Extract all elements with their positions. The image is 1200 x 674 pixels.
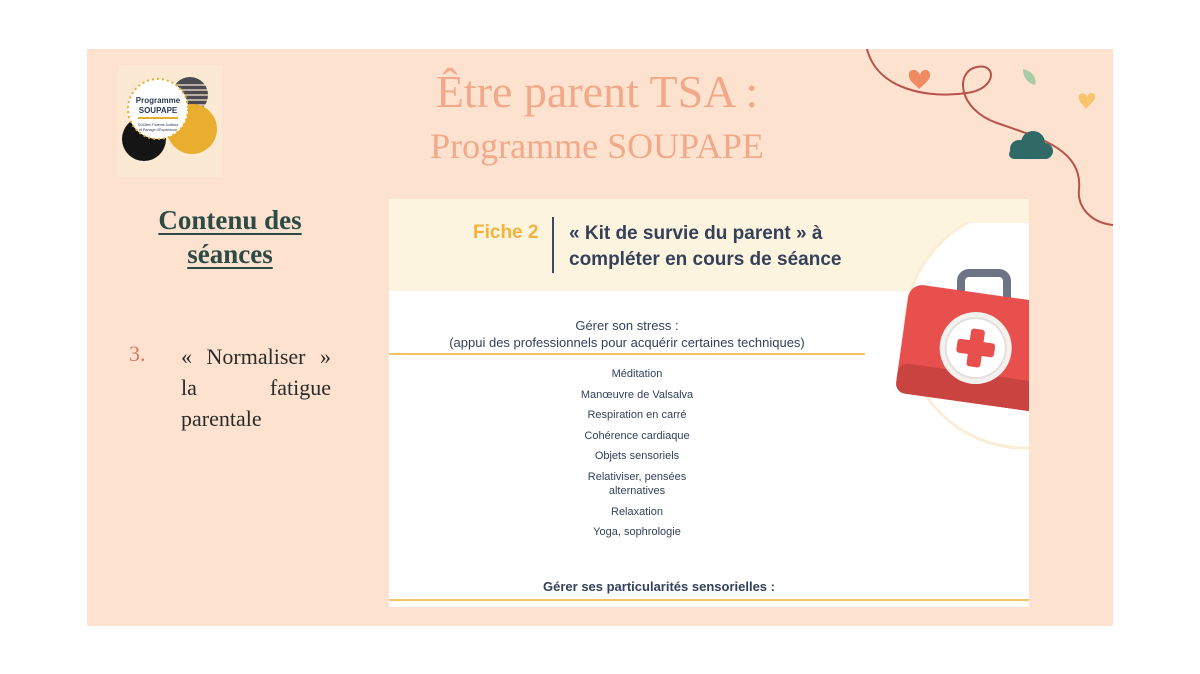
section-heading: Contenu des séances [158, 205, 302, 269]
fiche-title: « Kit de survie du parent » à compléter en cours de séance [569, 223, 842, 270]
soupape-logo [118, 65, 222, 177]
first-aid-kit-icon [865, 223, 1029, 463]
list-item-text: « Normaliser » la fatigue parentale [181, 344, 331, 431]
logo-tagline-1: SOUtien Parents Autistes [137, 123, 179, 127]
logo-tagline-2: et Partage d'Expérience [138, 128, 178, 132]
logo-line-2: SOUPAPE [138, 106, 178, 115]
stress-heading [389, 317, 865, 351]
divider-line [389, 599, 1029, 601]
fiche-divider [552, 217, 554, 273]
list-item: Yoga, sophrologie [593, 526, 681, 539]
heart-icon [909, 70, 930, 89]
logo-line-1: Programme [135, 96, 181, 105]
sensory-heading: Gérer ses particularités sensorielles : [543, 579, 775, 594]
stress-heading-title: Gérer son stress : [575, 318, 679, 333]
list-number: 3. [129, 341, 146, 366]
heart-icon [1079, 93, 1095, 109]
stress-heading-subtitle: (appui des professionnels pour acquérir certaines techniques) [449, 335, 805, 350]
list-item: Cohérence cardiaque [584, 429, 690, 442]
list-item: Relaxation [611, 505, 663, 518]
fiche-card [389, 199, 1029, 607]
list-item: Objets sensoriels [594, 450, 680, 463]
leaf-icon [1023, 69, 1036, 85]
divider-line [389, 353, 865, 355]
slide [87, 49, 1113, 626]
slide-title: Être parent TSA : [435, 66, 759, 117]
cloud-icon [1009, 131, 1053, 159]
slide-subtitle: Programme SOUPAPE [430, 126, 764, 166]
list-item: Respiration en carré [587, 409, 687, 422]
list-item: Manœuvre de Valsalva [580, 388, 694, 401]
logo-graphic [118, 65, 222, 177]
list-item: Relativiser, pensées alternatives [587, 470, 687, 497]
technique-list [547, 367, 727, 546]
list-item: Méditation [611, 368, 663, 380]
fiche-label: Fiche 2 [473, 222, 539, 243]
